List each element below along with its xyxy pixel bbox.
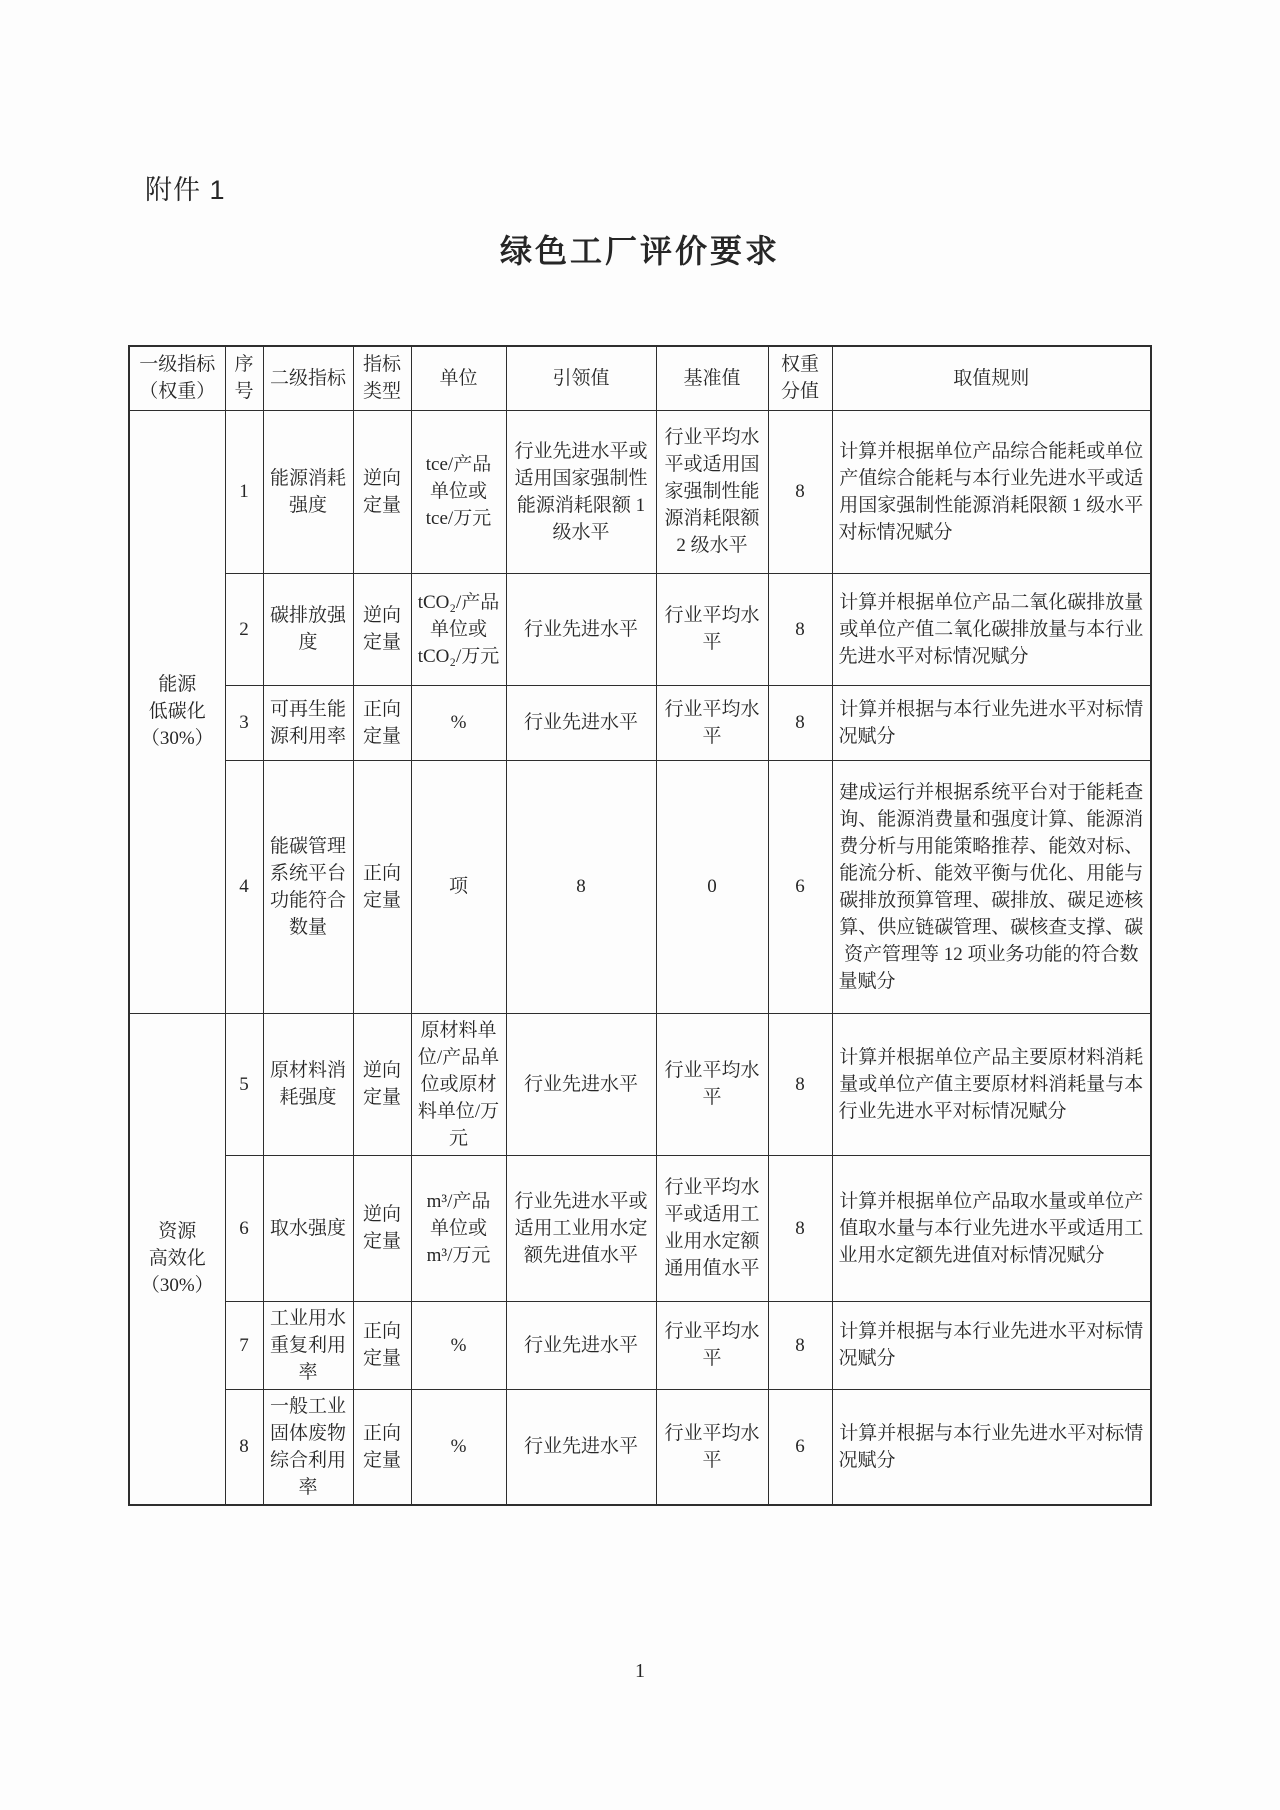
cell-scoring-rule: 建成运行并根据系统平台对于能耗查询、能源消费量和强度计算、能源消费分析与用能策略推荐、能效对标、能流分析、能效平衡与优化、用能与碳排放预算管理、碳排放、碳足迹核算、供应链碳管理、碳核查支撑、碳资产管理等 12 项业务功能的符合数量赋分 bbox=[832, 760, 1151, 1013]
cell-indicator-type: 正向定量 bbox=[353, 1301, 411, 1389]
cell-serial-number: 4 bbox=[225, 760, 263, 1013]
cell-unit: tCO₂/产品单位或 tCO₂/万元 bbox=[411, 573, 506, 685]
group-cell-resource-efficiency: 资源 高效化 （30%） bbox=[129, 1013, 225, 1505]
column-header-baseline-value: 基准值 bbox=[656, 346, 768, 410]
cell-baseline-value: 行业平均水平 bbox=[656, 1013, 768, 1155]
cell-scoring-rule: 计算并根据与本行业先进水平对标情况赋分 bbox=[832, 1389, 1151, 1505]
cell-unit: 项 bbox=[411, 760, 506, 1013]
cell-scoring-rule: 计算并根据单位产品取水量或单位产值取水量与本行业先进水平或适用工业用水定额先进值对标情况赋分 bbox=[832, 1155, 1151, 1301]
cell-leading-value: 行业先进水平 bbox=[506, 1389, 656, 1505]
cell-serial-number: 8 bbox=[225, 1389, 263, 1505]
cell-scoring-rule: 计算并根据与本行业先进水平对标情况赋分 bbox=[832, 1301, 1151, 1389]
cell-indicator: 取水强度 bbox=[263, 1155, 353, 1301]
cell-indicator-type: 逆向定量 bbox=[353, 410, 411, 573]
cell-baseline-value: 行业平均水平 bbox=[656, 1301, 768, 1389]
cell-weight-score: 8 bbox=[768, 685, 832, 760]
column-header-serial: 序 号 bbox=[225, 346, 263, 410]
column-header-leading-value: 引领值 bbox=[506, 346, 656, 410]
cell-baseline-value: 行业平均水平 bbox=[656, 685, 768, 760]
cell-scoring-rule: 计算并根据单位产品综合能耗或单位产值综合能耗与本行业先进水平或适用国家强制性能源消耗限额 1 级水平对标情况赋分 bbox=[832, 410, 1151, 573]
cell-unit: % bbox=[411, 1389, 506, 1505]
cell-baseline-value: 行业平均水平或适用国家强制性能源消耗限额 2 级水平 bbox=[656, 410, 768, 573]
cell-serial-number: 7 bbox=[225, 1301, 263, 1389]
cell-indicator-type: 正向定量 bbox=[353, 1389, 411, 1505]
cell-leading-value: 行业先进水平或适用国家强制性能源消耗限额 1 级水平 bbox=[506, 410, 656, 573]
table-row bbox=[129, 760, 1151, 1013]
cell-serial-number: 5 bbox=[225, 1013, 263, 1155]
cell-indicator-type: 逆向定量 bbox=[353, 573, 411, 685]
cell-weight-score: 8 bbox=[768, 1013, 832, 1155]
cell-leading-value: 行业先进水平或适用工业用水定额先进值水平 bbox=[506, 1155, 656, 1301]
table-row bbox=[129, 573, 1151, 685]
cell-serial-number: 3 bbox=[225, 685, 263, 760]
cell-unit: m³/产品单位或 m³/万元 bbox=[411, 1155, 506, 1301]
column-header-level2-indicator: 二级指标 bbox=[263, 346, 353, 410]
cell-unit: % bbox=[411, 685, 506, 760]
table-row bbox=[129, 1013, 1151, 1155]
table-row bbox=[129, 410, 1151, 573]
cell-unit: 原材料单位/产品单位或原材料单位/万元 bbox=[411, 1013, 506, 1155]
cell-leading-value: 行业先进水平 bbox=[506, 685, 656, 760]
page-number: 1 bbox=[635, 1660, 645, 1682]
table-row bbox=[129, 685, 1151, 760]
document-title: 绿色工厂评价要求 bbox=[499, 233, 780, 269]
header-row bbox=[129, 346, 1151, 410]
cell-indicator-type: 正向定量 bbox=[353, 685, 411, 760]
cell-scoring-rule: 计算并根据单位产品主要原材料消耗量或单位产值主要原材料消耗量与本行业先进水平对标情况赋分 bbox=[832, 1013, 1151, 1155]
cell-weight-score: 8 bbox=[768, 1301, 832, 1389]
table-row bbox=[129, 1301, 1151, 1389]
cell-scoring-rule: 计算并根据与本行业先进水平对标情况赋分 bbox=[832, 685, 1151, 760]
cell-scoring-rule: 计算并根据单位产品二氧化碳排放量或单位产值二氧化碳排放量与本行业先进水平对标情况赋分 bbox=[832, 573, 1151, 685]
cell-serial-number: 1 bbox=[225, 410, 263, 573]
cell-unit: % bbox=[411, 1301, 506, 1389]
column-header-level1-indicator: 一级指标 （权重） bbox=[129, 346, 225, 410]
evaluation-requirements-table bbox=[128, 345, 1152, 1506]
cell-serial-number: 2 bbox=[225, 573, 263, 685]
cell-weight-score: 8 bbox=[768, 1155, 832, 1301]
cell-weight-score: 6 bbox=[768, 760, 832, 1013]
cell-weight-score: 8 bbox=[768, 410, 832, 573]
attachment-label: 附件 1 bbox=[145, 175, 226, 205]
cell-indicator: 碳排放强度 bbox=[263, 573, 353, 685]
cell-baseline-value: 行业平均水平 bbox=[656, 1389, 768, 1505]
cell-weight-score: 8 bbox=[768, 573, 832, 685]
cell-leading-value: 行业先进水平 bbox=[506, 1013, 656, 1155]
cell-indicator-type: 正向定量 bbox=[353, 760, 411, 1013]
column-header-indicator-type: 指标 类型 bbox=[353, 346, 411, 410]
group-cell-energy-low-carbon: 能源 低碳化 （30%） bbox=[129, 410, 225, 1013]
cell-indicator: 原材料消耗强度 bbox=[263, 1013, 353, 1155]
cell-baseline-value: 0 bbox=[656, 760, 768, 1013]
column-header-weight-score: 权重 分值 bbox=[768, 346, 832, 410]
cell-indicator-type: 逆向定量 bbox=[353, 1013, 411, 1155]
column-header-scoring-rule: 取值规则 bbox=[832, 346, 1151, 410]
cell-leading-value: 行业先进水平 bbox=[506, 1301, 656, 1389]
cell-indicator-type: 逆向定量 bbox=[353, 1155, 411, 1301]
cell-baseline-value: 行业平均水平 bbox=[656, 573, 768, 685]
cell-indicator: 可再生能源利用率 bbox=[263, 685, 353, 760]
column-header-unit: 单位 bbox=[411, 346, 506, 410]
cell-indicator: 一般工业固体废物综合利用率 bbox=[263, 1389, 353, 1505]
cell-weight-score: 6 bbox=[768, 1389, 832, 1505]
cell-indicator: 能源消耗强度 bbox=[263, 410, 353, 573]
cell-leading-value: 行业先进水平 bbox=[506, 573, 656, 685]
cell-leading-value: 8 bbox=[506, 760, 656, 1013]
cell-indicator: 能碳管理系统平台功能符合数量 bbox=[263, 760, 353, 1013]
cell-serial-number: 6 bbox=[225, 1155, 263, 1301]
cell-baseline-value: 行业平均水平或适用工业用水定额通用值水平 bbox=[656, 1155, 768, 1301]
table-row bbox=[129, 1155, 1151, 1301]
cell-indicator: 工业用水重复利用率 bbox=[263, 1301, 353, 1389]
cell-unit: tce/产品单位或 tce/万元 bbox=[411, 410, 506, 573]
table-row bbox=[129, 1389, 1151, 1505]
